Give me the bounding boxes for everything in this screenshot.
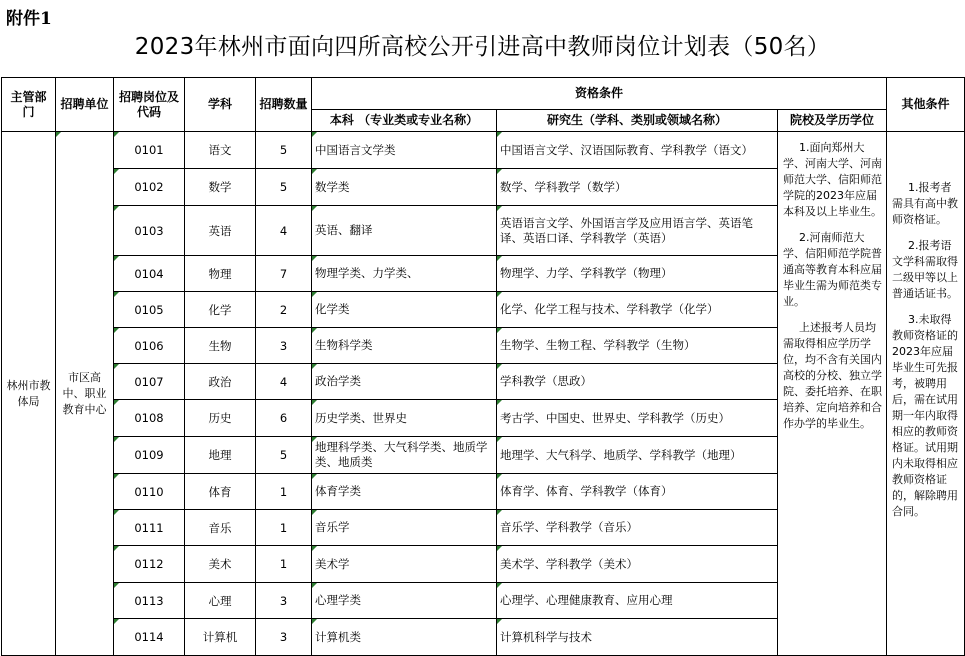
- subject-cell: 政治: [185, 364, 256, 400]
- header-post: 招聘岗位及代码: [114, 78, 185, 132]
- header-dept: 主管部门: [2, 78, 56, 132]
- code-cell: 0101: [114, 132, 185, 169]
- count-cell: 7: [256, 256, 312, 292]
- count-cell: 3: [256, 583, 312, 619]
- subject-cell: 历史: [185, 400, 256, 437]
- grad-cell: 物理学、力学、学科教学（物理）: [497, 256, 778, 292]
- code-cell: 0107: [114, 364, 185, 400]
- school-requirements: [778, 132, 887, 656]
- other-req-2: 2.报考语文学科需取得二级甲等以上普通话证书。: [892, 239, 959, 300]
- subject-cell: 生物: [185, 328, 256, 364]
- code-cell: 0102: [114, 169, 185, 206]
- subject-cell: 地理: [185, 437, 256, 474]
- page-title: 2023年林州市面向四所高校公开引进高中教师岗位计划表（50名）: [134, 34, 831, 60]
- undergrad-cell: 化学类: [312, 292, 497, 328]
- code-cell: 0109: [114, 437, 185, 474]
- code-cell: 0105: [114, 292, 185, 328]
- unit-cell: 市区高中、职业教育中心: [56, 132, 114, 656]
- grad-cell: 考古学、中国史、世界史、学科教学（历史）: [497, 400, 778, 437]
- grad-cell: 体育学、体育、学科教学（体育）: [497, 474, 778, 510]
- undergrad-cell: 音乐学: [312, 510, 497, 546]
- header-undergrad: 本科 （专业类或专业名称）: [312, 110, 497, 132]
- school-req-2: 2.河南师范大学、信阳师范学院普通高等教育本科应届毕业生需为师范类专业。: [783, 231, 882, 308]
- subject-cell: 数学: [185, 169, 256, 206]
- grad-cell: 地理学、大气科学、地质学、学科教学（地理）: [497, 437, 778, 474]
- subject-cell: 语文: [185, 132, 256, 169]
- code-cell: 0111: [114, 510, 185, 546]
- code-cell: 0103: [114, 206, 185, 256]
- header-subject: 学科: [185, 78, 256, 132]
- attachment-label: 附件1: [6, 9, 52, 29]
- undergrad-cell: 历史学类、世界史: [312, 400, 497, 437]
- count-cell: 5: [256, 437, 312, 474]
- undergrad-cell: 政治学类: [312, 364, 497, 400]
- recruitment-table: [1, 77, 965, 656]
- code-cell: 0106: [114, 328, 185, 364]
- grad-cell: 数学、学科教学（数学）: [497, 169, 778, 206]
- undergrad-cell: 体育学类: [312, 474, 497, 510]
- undergrad-cell: 英语、翻译: [312, 206, 497, 256]
- other-req-1: 1.报考者需具有高中教师资格证。: [892, 181, 959, 226]
- header-grad: 研究生（学科、类别或领域名称）: [497, 110, 778, 132]
- other-req-3: 3.未取得教师资格证的2023年应届毕业生可先报考，被聘用后，需在试用期一年内取得相应的教师资格证。试用期内未取得相应教师资格证的，解除聘用合同。: [892, 313, 959, 518]
- grad-cell: 学科教学（思政）: [497, 364, 778, 400]
- table-row: [2, 132, 965, 169]
- subject-cell: 物理: [185, 256, 256, 292]
- grad-cell: 美术学、学科教学（美术）: [497, 546, 778, 583]
- count-cell: 5: [256, 132, 312, 169]
- header-qualifications: 资格条件: [312, 78, 887, 110]
- subject-cell: 心理: [185, 583, 256, 619]
- count-cell: 1: [256, 546, 312, 583]
- subject-cell: 音乐: [185, 510, 256, 546]
- subject-cell: 计算机: [185, 619, 256, 656]
- undergrad-cell: 数学类: [312, 169, 497, 206]
- dept-cell: 林州市教体局: [2, 132, 56, 656]
- header-unit: 招聘单位: [56, 78, 114, 132]
- grad-cell: 化学、化学工程与技术、学科教学（化学）: [497, 292, 778, 328]
- code-cell: 0112: [114, 546, 185, 583]
- other-requirements: [887, 132, 965, 656]
- undergrad-cell: 地理科学类、大气科学类、地质学类、地质类: [312, 437, 497, 474]
- code-cell: 0104: [114, 256, 185, 292]
- grad-cell: 计算机科学与技术: [497, 619, 778, 656]
- count-cell: 6: [256, 400, 312, 437]
- school-req-1: 1.面向郑州大学、河南大学、河南师范大学、信阳师范学院的2023年应届本科及以上毕业生。: [783, 141, 882, 218]
- header-other: 其他条件: [887, 78, 965, 132]
- count-cell: 4: [256, 364, 312, 400]
- subject-cell: 化学: [185, 292, 256, 328]
- grad-cell: 音乐学、学科教学（音乐）: [497, 510, 778, 546]
- count-cell: 1: [256, 474, 312, 510]
- code-cell: 0113: [114, 583, 185, 619]
- subject-cell: 美术: [185, 546, 256, 583]
- subject-cell: 英语: [185, 206, 256, 256]
- grad-cell: 英语语言文学、外国语言学及应用语言学、英语笔译、英语口译、学科教学（英语）: [497, 206, 778, 256]
- code-cell: 0114: [114, 619, 185, 656]
- undergrad-cell: 生物科学类: [312, 328, 497, 364]
- grad-cell: 生物学、生物工程、学科教学（生物）: [497, 328, 778, 364]
- subject-cell: 体育: [185, 474, 256, 510]
- undergrad-cell: 计算机类: [312, 619, 497, 656]
- header-school: 院校及学历学位: [778, 110, 887, 132]
- count-cell: 1: [256, 510, 312, 546]
- count-cell: 4: [256, 206, 312, 256]
- undergrad-cell: 物理学类、力学类、: [312, 256, 497, 292]
- school-req-3: 上述报考人员均需取得相应学历学位，均不含有关国内高校的分校、独立学院、委托培养、在职培养、定向培养和合作办学的毕业生。: [783, 321, 882, 430]
- grad-cell: 中国语言文学、汉语国际教育、学科教学（语文）: [497, 132, 778, 169]
- code-cell: 0110: [114, 474, 185, 510]
- code-cell: 0108: [114, 400, 185, 437]
- count-cell: 2: [256, 292, 312, 328]
- header-count: 招聘数量: [256, 78, 312, 132]
- undergrad-cell: 美术学: [312, 546, 497, 583]
- count-cell: 3: [256, 619, 312, 656]
- count-cell: 5: [256, 169, 312, 206]
- undergrad-cell: 中国语言文学类: [312, 132, 497, 169]
- grad-cell: 心理学、心理健康教育、应用心理: [497, 583, 778, 619]
- undergrad-cell: 心理学类: [312, 583, 497, 619]
- count-cell: 3: [256, 328, 312, 364]
